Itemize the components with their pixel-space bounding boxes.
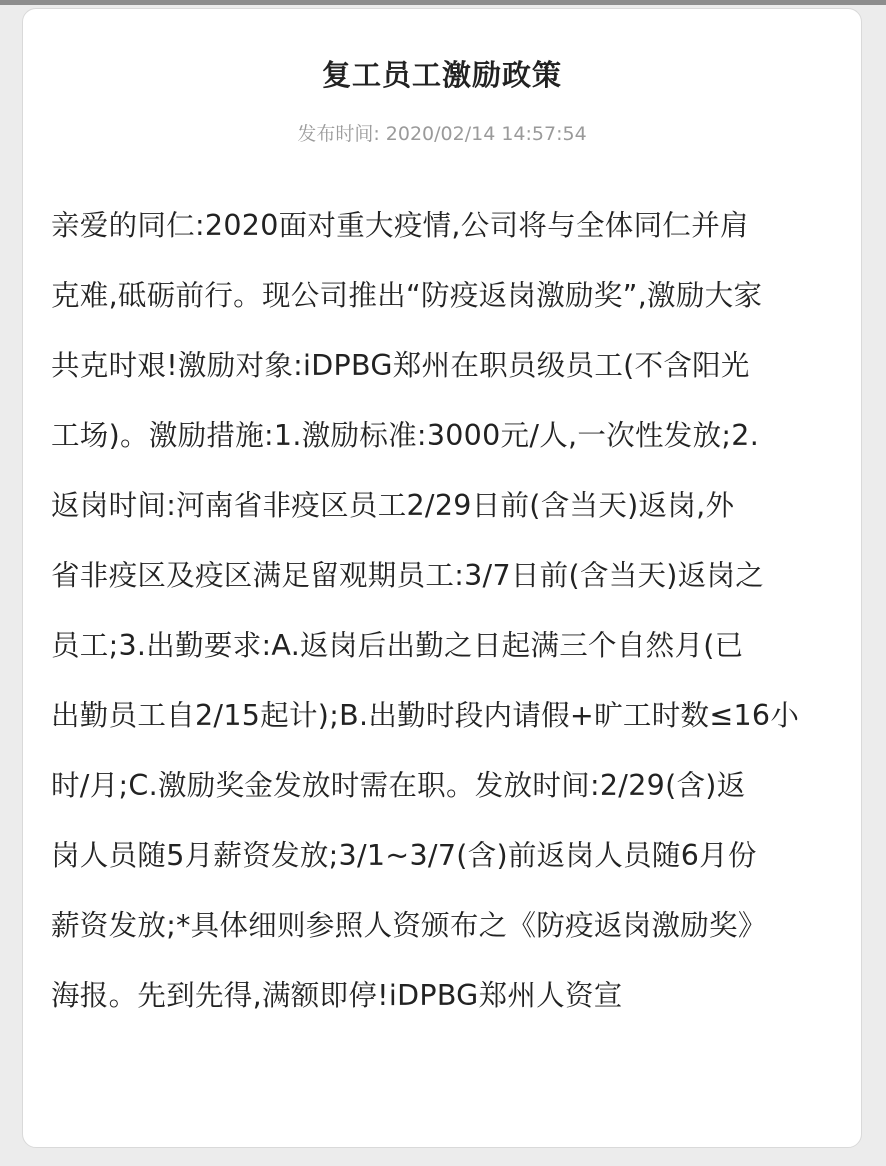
article-card — [22, 8, 862, 1148]
body-line: 出勤员工自2/15起计);B.出勤时段内请假+旷工时数≤16小 — [51, 699, 800, 732]
body-line: 海报。先到先得,满额即停!iDPBG郑州人资宣 — [51, 979, 623, 1012]
article-title: 复工员工激励政策 — [321, 58, 562, 92]
article-body — [51, 191, 841, 1031]
body-line: 省非疫区及疫区满足留观期员工:3/7日前(含当天)返岗之 — [51, 559, 765, 592]
publish-label: 发布时间: — [297, 123, 380, 145]
body-line: 岗人员随5月薪资发放;3/1~3/7(含)前返岗人员随6月份 — [51, 839, 757, 872]
body-line: 亲爱的同仁:2020面对重大疫情,公司将与全体同仁并肩 — [51, 209, 749, 242]
body-line: 返岗时间:河南省非疫区员工2/29日前(含当天)返岗,外 — [51, 489, 735, 522]
body-line: 时/月;C.激励奖金发放时需在职。发放时间:2/29(含)返 — [51, 769, 746, 802]
publish-time: 2020/02/14 14:57:54 — [385, 123, 587, 145]
top-divider — [0, 0, 886, 5]
body-line: 工场)。激励措施:1.激励标准:3000元/人,一次性发放;2. — [51, 419, 760, 452]
body-line: 薪资发放;*具体细则参照人资颁布之《防疫返岗激励奖》 — [51, 909, 767, 942]
publish-info — [23, 119, 861, 146]
body-line: 克难,砥砺前行。现公司推出“防疫返岗激励奖”,激励大家 — [51, 279, 763, 312]
body-line: 共克时艰!激励对象:iDPBG郑州在职员级员工(不含阳光 — [51, 349, 750, 382]
body-line: 员工;3.出勤要求:A.返岗后出勤之日起满三个自然月(已 — [51, 629, 744, 662]
